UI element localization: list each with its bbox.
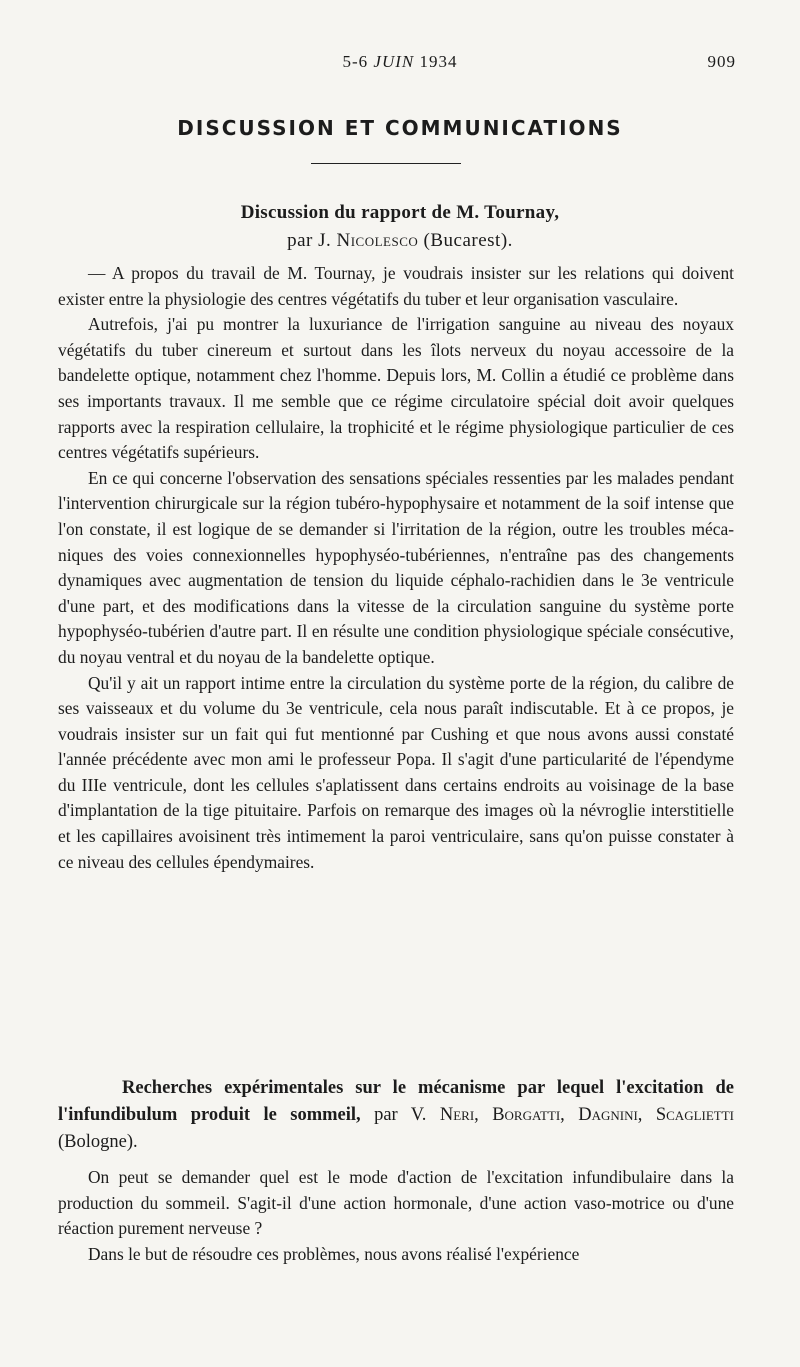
article2-paragraph: On peut se demander quel est le mode d'action de l'excitation infundibulaire dans la production du sommeil. S'agit-il d'une action hormonale, d'une action vaso-motrice ou d'une réaction purement nerveuse ? bbox=[58, 1167, 734, 1239]
header-month: JUIN bbox=[373, 52, 415, 71]
article2-authors: Neri, Borgatti, Dagnini, Scaglietti bbox=[439, 1105, 735, 1125]
article2-title: Recherches expérimentales sur le mécanisme par lequel l'excitation de l'infundibulum produit le sommeil, bbox=[58, 1078, 734, 1125]
article2-location: (Bologne). bbox=[58, 1132, 138, 1152]
article1-byline-prefix: par J. bbox=[287, 230, 332, 251]
article2-paragraph: Dans le but de résoudre ces problèmes, nous avons réalisé l'expérience bbox=[88, 1243, 580, 1264]
section-title: DISCUSSION ET COMMUNICATIONS bbox=[177, 116, 623, 140]
header-date bbox=[0, 52, 800, 72]
article2-body bbox=[58, 1165, 734, 1267]
article1-author: Nicolesco bbox=[336, 230, 419, 251]
article1-body bbox=[58, 261, 734, 875]
article1-title: Discussion du rapport de M. Tournay, bbox=[240, 202, 560, 223]
running-header bbox=[0, 52, 800, 76]
article2-byline-prefix: par V. bbox=[374, 1105, 427, 1125]
article1-paragraph: En ce qui concerne l'observation des sensations spéciales ressenties par les malades pendant l'intervention chirurgicale sur la région tubéro-hypophysaire et notamment de la soif intense que l'on constate, il est logique de se demander si l'irritation de la région, outre les troubles mécaniques des voies connexionnelles hypophyséo-tubériennes, n'entraîne pas des changements dynamiques avec augmentation de tension du liquide céphalo-rachidien dans le 3e ventricule d'une part, et des modifications dans la vitesse de la circulation sanguine du système porte hypophyséo-tubérien d'autre part. Il en résulte une condition physiologique spéciale consécutive, du noyau ventral et du noyau de la bandelette optique. bbox=[58, 467, 734, 667]
article1-paragraph: Qu'il y ait un rapport intime entre la circulation du système porte de la région, du calibre de ses vaisseaux et du volume du 3e ventricule, cela nous paraît indiscutable. Et à ce propos, je voudrais insister sur un fait qui fut mentionné par Cushing et que nous avons aussi constaté l'année précédente avec mon ami le professeur Popa. Il s'agit d'une particularité de l'épendyme du IIIe ventricule, dont les cellules s'aplatissent dans certains endroits au voisinage de la base d'implantation de la tige pituitaire. Parfois on remarque des images où la névroglie interstitielle et les capillaires avoisinent très intimement la paroi ventriculaire, sans qu'on puisse constater à ce niveau des cellules épendymaires. bbox=[58, 672, 734, 872]
title-rule bbox=[311, 163, 461, 164]
header-date-prefix: 5-6 bbox=[342, 52, 369, 71]
article1-affiliation: (Bucarest). bbox=[423, 230, 513, 251]
article1-paragraph: Autrefois, j'ai pu montrer la luxuriance de l'irrigation sanguine au niveau des noyaux végétatifs du tuber cinereum et surtout dans les îlots nerveux du noyau accessoire de la bandelette optique, notamment chez l'homme. Depuis lors, M. Collin a étudié ce problème dans ses importants travaux. Il me semble que ce régime circulatoire spécial doit avoir quelques rapports avec la respiration cellulaire, la trophicité et le régime physiologique particulier de ces centres végétatifs supérieurs. bbox=[58, 314, 734, 463]
article1-paragraph: — A propos du travail de M. Tournay, je voudrais insister sur les relations qui doivent exister entre la physiologie des centres végétatifs du tuber et leur organisation vasculaire. bbox=[58, 263, 734, 309]
article1-byline bbox=[0, 230, 800, 252]
page-number: 909 bbox=[707, 52, 736, 71]
article2-heading bbox=[58, 1075, 734, 1156]
header-year: 1934 bbox=[419, 52, 458, 71]
